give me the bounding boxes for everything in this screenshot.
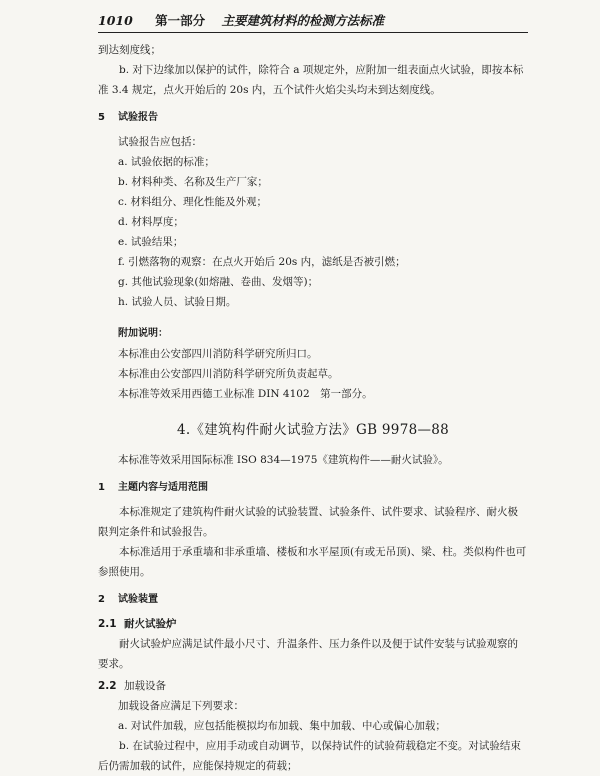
- report-intro: 试验报告应包括：: [118, 136, 202, 148]
- continued-line: 到达刻度线；: [98, 44, 161, 56]
- section-title: 试验装置: [118, 594, 158, 605]
- subsection-title: 加载设备: [124, 680, 166, 692]
- subsection-2-2-heading: [98, 676, 528, 696]
- list-item: e. 试验结果；: [118, 236, 184, 248]
- appendix-line: 本标准由公安部四川消防科学研究所负责起草。: [118, 368, 339, 380]
- section-number: 1: [98, 482, 105, 493]
- paragraph-b: b. 对下边缘加以保护的试件，除符合 a 项规定外，应附加一组表面点火试验，即按本标准 3.4 规定，点火开始后的 20s 内，五个试件火焰尖头均未到达刻度线。: [98, 64, 524, 96]
- list-item: b. 在试验过程中，应用手动或自动调节，以保持试件的试验荷载稳定不变。对试验结束后仍需加载的试件，应能保持规定的荷载；: [98, 740, 521, 772]
- application-paragraph: 本标准适用于承重墙和非承重墙、楼板和水平屋顶(有或无吊顶)、梁、柱。类似构件也可参照使用。: [98, 546, 527, 578]
- equivalence-note: 本标准等效采用国际标准 ISO 834—1975《建筑构件——耐火试验》。: [118, 454, 449, 466]
- loading-intro: 加载设备应满足下列要求：: [118, 700, 244, 712]
- list-item: d. 材料厚度；: [118, 216, 184, 228]
- scope-paragraph: 本标准规定了建筑构件耐火试验的试验装置、试验条件、试件要求、试验程序、耐火极限判定条件和试验报告。: [98, 506, 518, 538]
- page-body: [98, 40, 528, 776]
- list-item: h. 试验人员、试验日期。: [118, 296, 237, 308]
- list-item: f. 引燃落物的观察：在点火开始后 20s 内，滤纸是否被引燃；: [118, 256, 406, 268]
- section-5-heading: [98, 108, 528, 128]
- list-item: a. 试验依据的标准；: [118, 156, 215, 168]
- subsection-number: 2.1: [98, 618, 117, 630]
- subsection-2-1-heading: [98, 614, 528, 634]
- list-item: b. 材料种类、名称及生产厂家；: [118, 176, 268, 188]
- appendix-line: 本标准由公安部四川消防科学研究所归口。: [118, 348, 318, 360]
- list-item: g. 其他试验现象(如熔融、卷曲、发烟等)；: [118, 276, 319, 288]
- appendix-heading: 附加说明：: [118, 328, 168, 339]
- section-2-heading: [98, 590, 528, 610]
- appendix-line: 本标准等效采用西德工业标准 DIN 4102 第一部分。: [118, 388, 373, 400]
- running-header: [98, 10, 528, 33]
- section-title: 试验报告: [118, 112, 158, 123]
- list-item: a. 对试件加载，应包括能模拟均布加载、集中加载、中心或偏心加载；: [118, 720, 446, 732]
- furnace-paragraph: 耐火试验炉应满足试件最小尺寸、升温条件、压力条件以及便于试件安装与试验观察的要求。: [98, 638, 518, 670]
- section-title: 主题内容与适用范围: [118, 482, 208, 493]
- section-1-heading: [98, 478, 528, 498]
- section-number: 5: [98, 112, 105, 123]
- standard-title: 4.《建筑构件耐火试验方法》GB 9978—88: [176, 422, 450, 438]
- section-number: 2: [98, 594, 105, 605]
- header-title: 主要建筑材料的检测方法标准: [221, 13, 385, 28]
- subsection-title: 耐火试验炉: [124, 618, 177, 630]
- subsection-number: 2.2: [98, 680, 117, 692]
- list-item: c. 材料组分、理化性能及外观；: [118, 196, 268, 208]
- part-label: 第一部分: [155, 13, 206, 28]
- page-number: 1010: [98, 13, 133, 28]
